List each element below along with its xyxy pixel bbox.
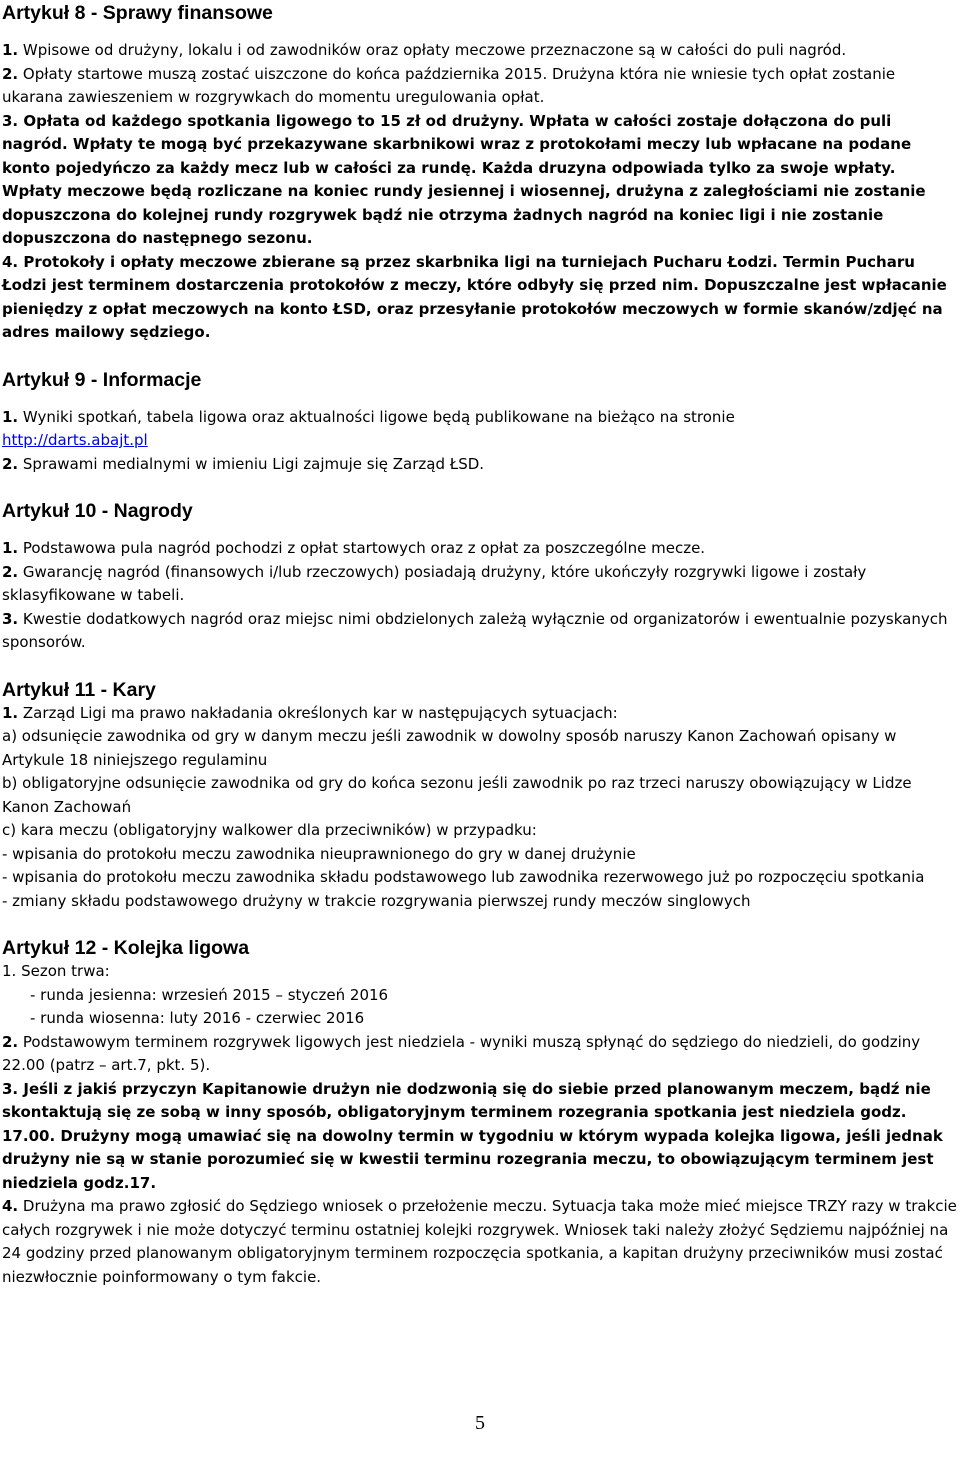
article-11-point-b: b) obligatoryjne odsunięcie zawodnika od gry do końca sezonu jeśli zawodnik po raz trzeci naruszy obowiązujący w Lidze Kanon Zachowań	[2, 774, 912, 816]
page-number: 5	[475, 1412, 485, 1434]
article-9-link-line	[2, 429, 958, 453]
article-8-point-4: 4. Protokoły i opłaty meczowe zbierane są przez skarbnika ligi na turniejach Pucharu Łodzi. Termin Pucharu Łodzi jest terminem dostarczenia protokołów z meczy, które odbyły się przed nim. Dopuszczalne jest wpłacanie pieniędzy z opłat meczowych na konto ŁSD, oraz przesyłanie protokołów meczowych w formie skanów/zdjęć na adres mailowy sędziego.	[2, 252, 947, 341]
article-9-point-2: 2. Sprawami medialnymi w imieniu Ligi zajmuje się Zarząd ŁSD.	[2, 454, 485, 473]
article-12-point-2: 2. Podstawowym terminem rozgrywek ligowych jest niedziela - wyniki muszą spłynąć do sędziego do niedzieli, do godziny 22.00 (patrz – art.7, pkt. 5).	[2, 1032, 921, 1074]
document-page	[2, 0, 958, 1289]
article-9-point-1: 1. Wyniki spotkań, tabela ligowa oraz aktualności ligowe będą publikowane na bieżąco na stronie	[2, 407, 735, 426]
article-12-point-4: 4. Drużyna ma prawo zgłosić do Sędziego wniosek o przełożenie meczu. Sytuacja taka może mieć miejsce TRZY razy w trakcie całych rozgrywek i nie może dotyczyć terminu ostatniej kolejki rozgrywek. Wniosek taki należy złożyć Sędziemu najpóźniej na 24 godziny przed planowanym obligatoryjnym terminem rozpoczęcia spotkania, a kapitan drużyny przeciwników musi zostać niezwłocznie poinformowany o tym fakcie.	[2, 1197, 957, 1286]
article-8-point-3: 3. Opłata od każdego spotkania ligowego to 15 zł od drużyny. Wpłata w całości zostaje dołączona do puli nagród. Wpłaty te mogą być przekazywane skarbnikowi wraz z protokołami meczy lub wpłacane na podane konto pojedyńczo za każdy mecz lub w całości za rundę. Każda druzyna odpowiada tylko za swoje wpłaty. Wpłaty meczowe będą rozliczane na koniec rundy jesiennej i wiosennej, drużyna z zaległościami nie zostanie dopuszczona do kolejnej rundy rozgrywek bądź nie otrzyma żadnych nagród na koniec ligi i nie zostanie dopuszczona do następnego sezonu.	[2, 111, 926, 247]
article-12-point-1: 1. Sezon trwa:	[2, 962, 110, 980]
article-9-title: Artykuł 9 - Informacje	[2, 368, 202, 391]
article-12-title: Artykuł 12 - Kolejka ligowa	[2, 937, 250, 959]
article-8-point-2: 2. Opłaty startowe muszą zostać uiszczone do końca października 2015. Drużyna która nie wniesie tych opłat zostanie ukarana zawieszeniem w rozgrywkach do momentu uregulowania opłat.	[2, 64, 896, 106]
article-8-point-1: 1. Wpisowe od drużyny, lokalu i od zawodników oraz opłaty meczowe przeznaczone są w całości do puli nagród.	[2, 41, 847, 59]
article-10-point-3: 3. Kwestie dodatkowych nagród oraz miejsc nimi obdzielonych zależą wyłącznie od organizatorów i ewentualnie pozyskanych sponsorów.	[2, 609, 948, 651]
website-link[interactable]: http://darts.abajt.pl	[2, 431, 148, 449]
article-11-point-c1: - wpisania do protokołu meczu zawodnika nieuprawnionego do gry w danej drużynie	[2, 844, 636, 863]
article-10-point-1: 1. Podstawowa pula nagród pochodzi z opłat startowych oraz z opłat za poszczególne mecze.	[2, 539, 706, 557]
article-12-point-1b: - runda wiosenna: luty 2016 - czerwiec 2016	[30, 1009, 365, 1027]
article-11-title: Artykuł 11 - Kary	[2, 678, 156, 701]
article-11-point-c3: - zmiany składu podstawowego drużyny w trakcie rozgrywania pierwszej rundy meczów singlowych	[2, 891, 751, 910]
article-8-title: Artykuł 8 - Sprawy finansowe	[2, 2, 273, 24]
article-11-point-c2: - wpisania do protokołu meczu zawodnika składu podstawowego lub zawodnika rezerwowego już po rozpoczęciu spotkania	[2, 868, 925, 886]
article-10-point-2: 2. Gwarancję nagród (finansowych i/lub rzeczowych) posiadają drużyny, które ukończyły rozgrywki ligowe i zostały sklasyfikowane w tabeli.	[2, 562, 867, 604]
article-12-point-1a: - runda jesienna: wrzesień 2015 – styczeń 2016	[30, 985, 389, 1004]
article-11-point-1: 1. Zarząd Ligi ma prawo nakładania określonych kar w następujących sytuacjach:	[2, 703, 618, 722]
article-11-point-a: a) odsunięcie zawodnika od gry w danym meczu jeśli zawodnik w dowolny sposób naruszy Kanon Zachowań opisany w Artykule 18 niniejszego regulaminu	[2, 727, 897, 769]
article-11-point-c: c) kara meczu (obligatoryjny walkower dla przeciwników) w przypadku:	[2, 821, 537, 839]
article-12-point-3: 3. Jeśli z jakiś przyczyn Kapitanowie drużyn nie dodzwonią się do siebie przed planowanym meczem, bądź nie skontaktują się ze sobą w inny sposób, obligatoryjnym terminem rozegrania spotkania jest niedziela godz. 17.00. Drużyny mogą umawiać się na dowolny termin w tygodniu w którym wypada kolejka ligowa, jeśli jednak drużyny nie są w stanie porozumieć się w kwestii terminu rozegrania meczu, to obowiązującym terminem jest niedziela godz.17.	[2, 1079, 943, 1192]
article-10-title: Artykuł 10 - Nagrody	[2, 500, 193, 522]
